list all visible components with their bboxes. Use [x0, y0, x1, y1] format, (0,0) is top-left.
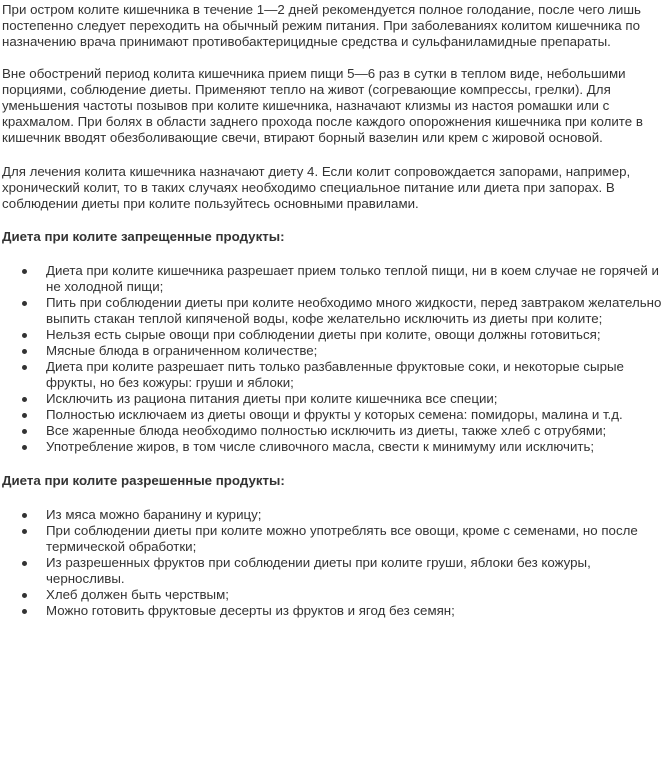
list-item	[46, 343, 663, 359]
bullet-icon	[22, 445, 27, 450]
list-item-text: Употребление жиров, в том числе сливочного масла, свести к минимуму или исключить;	[46, 439, 595, 454]
list-item-text: Из разрешенных фруктов при соблюдении диеты при колите груши, яблоки без кожуры, черносливы.	[46, 555, 591, 586]
list-item-text: Можно готовить фруктовые десерты из фруктов и ягод без семян;	[46, 603, 455, 618]
list-item	[46, 359, 663, 391]
article-body	[0, 2, 663, 619]
list-item	[46, 603, 663, 619]
bullet-icon	[22, 561, 27, 566]
list-item-text: Из мяса можно баранину и курицу;	[46, 507, 262, 522]
paragraph-acute-colitis: При остром колите кишечника в течение 1—2 дней рекомендуется полное голодание, после чего лишь постепенно следует переходить на обычный режим питания. При заболеваниях колитом кишечника по назначению врача принимают противобактерицидные средства и сульфаниламидные препараты.	[2, 2, 641, 49]
bullet-icon	[22, 365, 27, 370]
list-item-text: Диета при колите кишечника разрешает прием только теплой пищи, ни в коем случае не горячей и не холодной пищи;	[46, 263, 659, 294]
bullet-icon	[22, 397, 27, 402]
list-item-text: Все жаренные блюда необходимо полностью исключить из диеты, также хлеб с отрубями;	[46, 423, 607, 438]
list-item-text: Полностью исключаем из диеты овощи и фрукты у которых семена: помидоры, малина и т.д.	[46, 407, 623, 422]
bullet-icon	[22, 593, 27, 598]
list-item-text: Нельзя есть сырые овощи при соблюдении диеты при колите, овощи должны готовиться;	[46, 327, 601, 342]
heading-allowed-products: Диета при колите разрешенные продукты:	[2, 473, 285, 488]
list-item	[46, 263, 663, 295]
list-item-text: Диета при колите разрешает пить только разбавленные фруктовые соки, и некоторые сырые фрукты, но без кожуры: груши и яблоки;	[46, 359, 624, 390]
list-item-text: При соблюдении диеты при колите можно употреблять все овощи, кроме с семенами, но после термической обработки;	[46, 523, 638, 554]
list-item	[46, 423, 663, 439]
list-item-text: Хлеб должен быть черствым;	[46, 587, 229, 602]
list-item-text: Мясные блюда в ограниченном количестве;	[46, 343, 318, 358]
list-item	[46, 507, 663, 523]
list-item-text: Пить при соблюдении диеты при колите необходимо много жидкости, перед завтраком желательно выпить стакан теплой кипяченой воды, кофе желательно исключить из диеты при колите;	[46, 295, 662, 326]
bullet-icon	[22, 529, 27, 534]
list-item	[46, 555, 663, 587]
list-item	[46, 439, 663, 455]
list-item	[46, 407, 663, 423]
bullet-icon	[22, 609, 27, 614]
list-item	[46, 327, 663, 343]
bullet-icon	[22, 333, 27, 338]
list-item	[46, 523, 663, 555]
bullet-icon	[22, 269, 27, 274]
bullet-icon	[22, 513, 27, 518]
forbidden-products-list	[2, 263, 663, 455]
paragraph-outside-exacerbation: Вне обострений период колита кишечника прием пищи 5—6 раз в сутки в теплом виде, небольшими порциями, соблюдение диеты. Применяют тепло на живот (согревающие компрессы, грелки). Для уменьшения частоты позывов при колите кишечника, назначают клизмы из настоя ромашки или с крахмалом. При болях в области заднего прохода после каждого опорожнения кишечника при колите в кишечник вводят обезболивающие свечи, втирают борный вазелин или крем с жировой основой.	[2, 66, 643, 145]
paragraph-diet-4: Для лечения колита кишечника назначают диету 4. Если колит сопровождается запорами, например, хронический колит, то в таких случаях необходимо специальное питание или диета при запорах. В соблюдении диеты при колите пользуйтесь основными правилами.	[2, 164, 631, 211]
bullet-icon	[22, 413, 27, 418]
bullet-icon	[22, 429, 27, 434]
heading-forbidden-products: Диета при колите запрещенные продукты:	[2, 229, 285, 244]
list-item	[46, 587, 663, 603]
list-item-text: Исключить из рациона питания диеты при колите кишечника все специи;	[46, 391, 498, 406]
bullet-icon	[22, 301, 27, 306]
allowed-products-list	[2, 507, 663, 619]
list-item	[46, 295, 663, 327]
list-item	[46, 391, 663, 407]
bullet-icon	[22, 349, 27, 354]
